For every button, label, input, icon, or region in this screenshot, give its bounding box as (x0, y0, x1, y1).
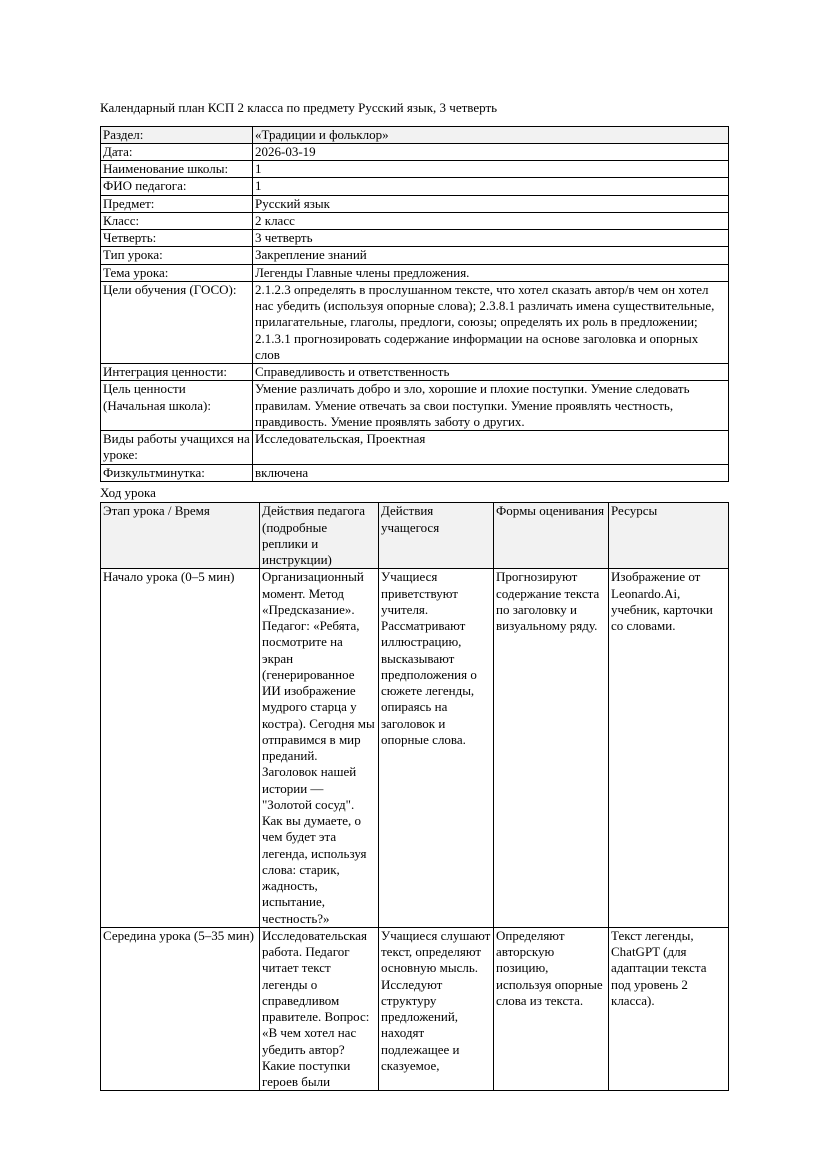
info-label-goals: Цели обучения (ГОСО): (101, 281, 253, 363)
table-row (101, 178, 729, 195)
stage-cell: Середина урока (5–35 мин) (101, 927, 260, 1091)
header-teacher-actions: Действия педагога (подробные реплики и инструкции) (260, 503, 379, 569)
table-row (101, 195, 729, 212)
table-row (101, 381, 729, 431)
info-value-work-types: Исследовательская, Проектная (253, 431, 729, 465)
info-value-values-goal: Умение различать добро и зло, хорошие и плохие поступки. Умение следовать правилам. Умение отвечать за свои поступки. Умение проявлять честность, правдивость. Умение проявлять заботу о других. (253, 381, 729, 431)
header-assessment-forms: Формы оценивания (494, 503, 609, 569)
info-value-quarter: 3 четверть (253, 230, 729, 247)
table-row (101, 281, 729, 363)
lesson-flow-table (100, 502, 729, 1091)
info-label-pe-break: Физкультминутка: (101, 464, 253, 481)
stage-cell: Начало урока (0–5 мин) (101, 569, 260, 928)
table-row (101, 431, 729, 465)
info-label-values-goal: Цель ценности (Начальная школа): (101, 381, 253, 431)
info-label-lesson-theme: Тема урока: (101, 264, 253, 281)
table-row (101, 569, 729, 928)
info-label-razdel: Раздел: (101, 126, 253, 143)
table-header-row (101, 503, 729, 569)
student-actions-cell: Учащиеся приветствуют учителя. Рассматривают иллюстрацию, высказывают предположения о сюжете легенды, опираясь на заголовок и опорные слова. (379, 569, 494, 928)
info-label-school: Наименование школы: (101, 161, 253, 178)
info-value-class: 2 класс (253, 212, 729, 229)
table-row (101, 264, 729, 281)
info-label-subject: Предмет: (101, 195, 253, 212)
assessment-cell: Прогнозируют содержание текста по заголовку и визуальному ряду. (494, 569, 609, 928)
header-stage-time: Этап урока / Время (101, 503, 260, 569)
info-value-values-integration: Справедливость и ответственность (253, 364, 729, 381)
student-actions-cell: Учащиеся слушают текст, определяют основную мысль. Исследуют структуру предложений, находят подлежащее и сказуемое, (379, 927, 494, 1091)
info-label-lesson-type: Тип урока: (101, 247, 253, 264)
resources-cell: Изображение от Leonardo.Ai, учебник, карточки со словами. (609, 569, 729, 928)
info-value-school: 1 (253, 161, 729, 178)
assessment-cell: Определяют авторскую позицию, используя опорные слова из текста. (494, 927, 609, 1091)
info-value-lesson-type: Закрепление знаний (253, 247, 729, 264)
info-value-date: 2026-03-19 (253, 143, 729, 160)
info-label-teacher: ФИО педагога: (101, 178, 253, 195)
section-label: Ход урока (100, 484, 156, 500)
page-title: Календарный план КСП 2 класса по предмету Русский язык, 3 четверть (100, 100, 498, 115)
info-value-goals: 2.1.2.3 определять в прослушанном тексте, что хотел сказать автор/в чем он хотел нас убедить (используя опорные слова); 2.3.8.1 различать имена существительные, прилагательные, глаголы, предлоги, союзы; определять их роль в предложении; 2.1.3.1 прогнозировать содержание информации на основе заголовка и опорных слов (253, 281, 729, 363)
header-resources: Ресурсы (609, 503, 729, 569)
table-row (101, 126, 729, 143)
teacher-actions-cell: Организационный момент. Метод «Предсказание». Педагог: «Ребята, посмотрите на экран (генерированное ИИ изображение мудрого старца у костра). Сегодня мы отправимся в мир преданий. Заголовок нашей истории — "Золотой сосуд". Как вы думаете, о чем будет эта легенда, используя слова: старик, жадность, испытание, честность?» (260, 569, 379, 928)
lesson-info-table (100, 126, 729, 482)
table-row (101, 364, 729, 381)
table-row (101, 161, 729, 178)
info-label-class: Класс: (101, 212, 253, 229)
resources-cell: Текст легенды, ChatGPT (для адаптации текста под уровень 2 класса). (609, 927, 729, 1091)
table-row (101, 212, 729, 229)
info-label-values-integration: Интеграция ценности: (101, 364, 253, 381)
info-value-pe-break: включена (253, 464, 729, 481)
table-row (101, 143, 729, 160)
info-value-teacher: 1 (253, 178, 729, 195)
info-value-subject: Русский язык (253, 195, 729, 212)
table-row (101, 230, 729, 247)
info-label-work-types: Виды работы учащихся на уроке: (101, 431, 253, 465)
info-value-lesson-theme: Легенды Главные члены предложения. (253, 264, 729, 281)
info-label-date: Дата: (101, 143, 253, 160)
teacher-actions-cell: Исследовательская работа. Педагог читает текст легенды о справедливом правителе. Вопрос: «В чем хотел нас убедить автор? Какие поступки героев были (260, 927, 379, 1091)
info-label-quarter: Четверть: (101, 230, 253, 247)
info-value-razdel: «Традиции и фольклор» (253, 126, 729, 143)
table-row (101, 464, 729, 481)
header-student-actions: Действия учащегося (379, 503, 494, 569)
table-row (101, 247, 729, 264)
table-row (101, 927, 729, 1091)
